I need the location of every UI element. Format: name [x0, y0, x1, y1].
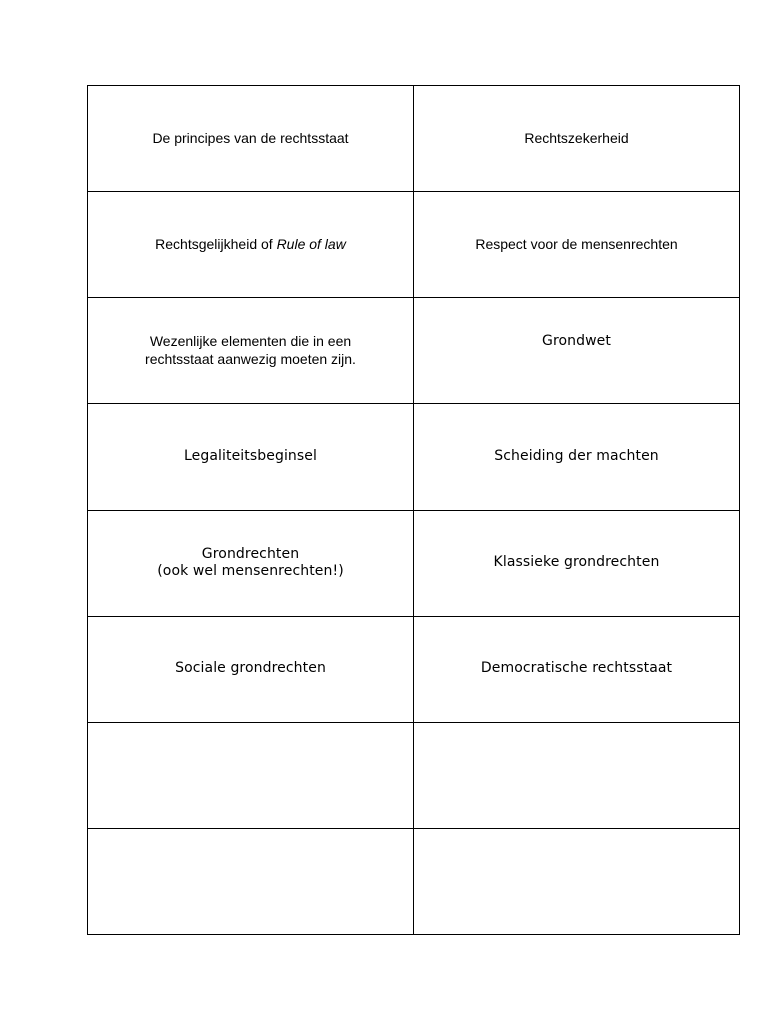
card-empty — [88, 828, 414, 934]
card-rechtsgelijkheid — [88, 192, 414, 298]
card-scheiding-der-machten — [414, 404, 740, 510]
flashcard-grid — [87, 85, 740, 935]
card-text: Grondwet — [542, 333, 611, 350]
card-row — [88, 616, 740, 722]
card-rechtszekerheid — [414, 86, 740, 192]
card-text: Rechtsgelijkheid of — [155, 235, 277, 252]
card-row — [88, 404, 740, 510]
card-grondwet — [414, 298, 740, 404]
card-row — [88, 86, 740, 192]
card-empty — [414, 722, 740, 828]
card-text: Legaliteitsbeginsel — [183, 448, 318, 465]
card-text: Scheiding der machten — [494, 448, 659, 465]
card-text: Democratische rechtsstaat — [480, 660, 673, 677]
card-sociale-grondrechten — [88, 616, 414, 722]
card-legaliteitsbeginsel — [88, 404, 414, 510]
card-row — [88, 298, 740, 404]
card-text-line: rechtsstaat aanwezig moeten zijn. — [145, 350, 356, 367]
card-row — [88, 828, 740, 934]
card-row — [88, 510, 740, 616]
card-text-line: (ook wel mensenrechten!) — [157, 563, 344, 580]
card-klassieke-grondrechten — [414, 510, 740, 616]
card-row — [88, 192, 740, 298]
card-respect-mensenrechten — [414, 192, 740, 298]
card-text: Rechtszekerheid — [524, 129, 629, 146]
card-text-line: Grondrechten — [201, 545, 300, 562]
card-text-line: Wezenlijke elementen die in een — [149, 333, 352, 350]
card-row — [88, 722, 740, 828]
card-text: Sociale grondrechten — [175, 660, 326, 677]
card-text: Respect voor de mensenrechten — [475, 235, 678, 252]
card-text: De principes van de rechtsstaat — [152, 129, 349, 146]
card-democratische-rechtsstaat — [414, 616, 740, 722]
card-principes-rechtsstaat — [88, 86, 414, 192]
card-empty — [88, 722, 414, 828]
card-text-italic: Rule of law — [276, 235, 346, 252]
card-text: Klassieke grondrechten — [493, 554, 660, 571]
card-wezenlijke-elementen — [88, 298, 414, 404]
card-grondrechten — [88, 510, 414, 616]
card-empty — [414, 828, 740, 934]
